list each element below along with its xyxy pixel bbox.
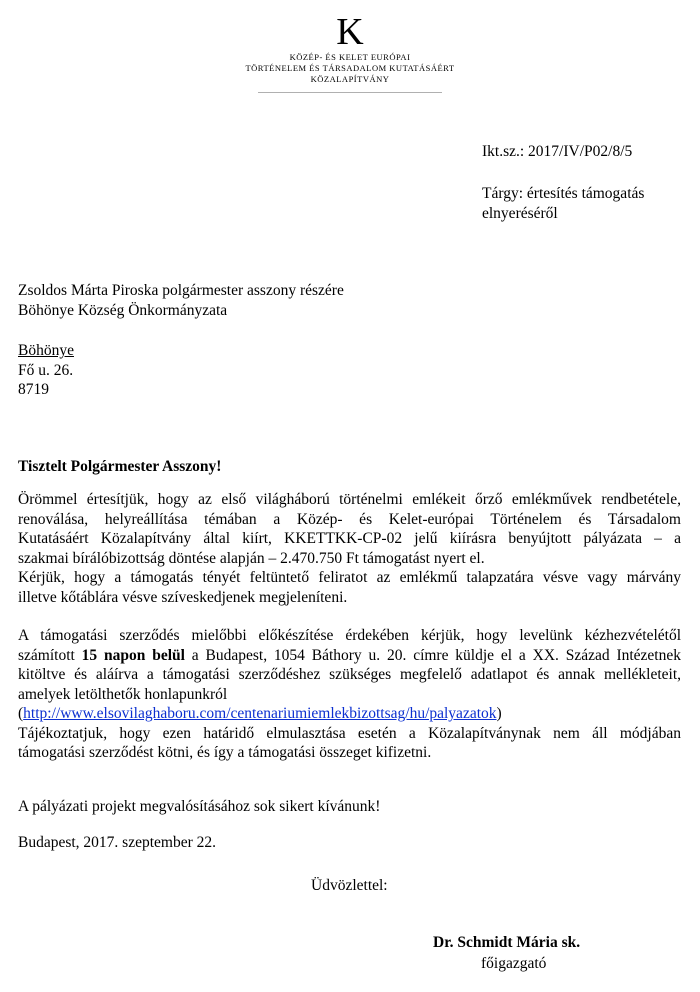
paragraph-line: A támogatási szerződés mielőbbi előkészítése érdekében kérjük, hogy levelünk kézhezvételétől — [18, 627, 681, 644]
greeting: Üdvözlettel: — [311, 877, 388, 894]
signer-title: főigazgató — [481, 955, 547, 972]
paragraph-line: Kutatásáért Közalapítvány által kiírt, KKETTKK-CP-02 jelű kiírásra benyújtott pályázata – a — [18, 530, 681, 547]
paragraph-line: Kérjük, hogy a támogatás tényét feltüntető feliratot az emlékmű talapzatára vésve vagy márvány — [18, 569, 681, 586]
address-city: Böhönye — [18, 342, 74, 359]
text-fragment: számított — [18, 646, 82, 664]
closing-wish: A pályázati projekt megvalósításához sok sikert kívánunk! — [18, 798, 381, 815]
paren-close: ) — [496, 705, 502, 722]
logo-letter: K — [336, 11, 364, 50]
paragraph-line: Tájékoztatjuk, hogy ezen határidő elmulasztása esetén a Közalapítványnak nem áll módjában — [18, 724, 681, 742]
letterhead-divider — [258, 92, 442, 93]
paragraph-line — [18, 704, 681, 724]
text-fragment: a Budapest, 1054 Báthory u. 20. címre küldje el a XX. Század Intézetnek — [184, 646, 681, 664]
paragraph-line: renoválása, helyreállítása témában a Közép- és Kelet-európai Történelem és Társadalom — [18, 510, 681, 528]
recipient-organization: Böhönye Község Önkormányzata — [18, 301, 228, 319]
recipient-block — [18, 281, 344, 320]
paren-open: ( — [18, 705, 24, 722]
subject — [482, 184, 682, 223]
subject-line1: Tárgy: értesítés támogatás — [482, 185, 645, 202]
letter-date: Budapest, 2017. szeptember 22. — [18, 834, 217, 851]
org-name-line1: KÖZÉP- ÉS KELET EURÓPAI — [289, 52, 411, 62]
recipient-name: Zsoldos Márta Piroska polgármester asszony részére — [18, 282, 344, 299]
signer-name: Dr. Schmidt Mária sk. — [433, 934, 581, 951]
paragraph-line: kitöltve és aláírva a támogatási szerződéshez szükséges megfelelő adatlapot és annak mellékleteit, — [18, 666, 681, 683]
paragraph-contract — [18, 626, 681, 763]
application-forms-link[interactable]: http://www.elsovilaghaboru.com/centenariumiemlekbizottsag/hu/palyazatok — [23, 705, 497, 722]
address-block — [18, 341, 74, 400]
org-name-line2: TÖRTÉNELEM ÉS TÁRSADALOM KUTATÁSÁÉRT — [245, 63, 455, 73]
subject-line2: elnyeréséről — [482, 204, 558, 222]
paragraph-line: szakmai bírálóbizottság döntése alapján – 2.470.750 Ft támogatást nyert el. — [18, 549, 485, 567]
org-name-line3: KÖZALAPÍTVÁNY — [310, 74, 390, 84]
paragraph-line: támogatási szerződést kötni, és így a támogatási összeget kifizetni. — [18, 744, 432, 761]
paragraph-line: illetve kőtáblára vésve szíveskedjenek megjeleníteni. — [18, 588, 348, 606]
paragraph-award — [18, 490, 681, 607]
paragraph-line: amelyek letölthetők honlapunkról — [18, 685, 228, 703]
deadline-highlight: 15 napon belül — [81, 646, 185, 664]
salutation: Tisztelt Polgármester Asszony! — [18, 458, 222, 475]
paragraph-line — [18, 646, 681, 666]
paragraph-line: Örömmel értesítjük, hogy az első világháború történelmi emlékeit őrző emlékművek rendbetétele, — [18, 491, 681, 508]
address-zip: 8719 — [18, 381, 49, 398]
address-street: Fő u. 26. — [18, 361, 74, 379]
reference-number: Ikt.sz.: 2017/IV/P02/8/5 — [482, 143, 633, 160]
foundation-logo — [335, 10, 365, 50]
